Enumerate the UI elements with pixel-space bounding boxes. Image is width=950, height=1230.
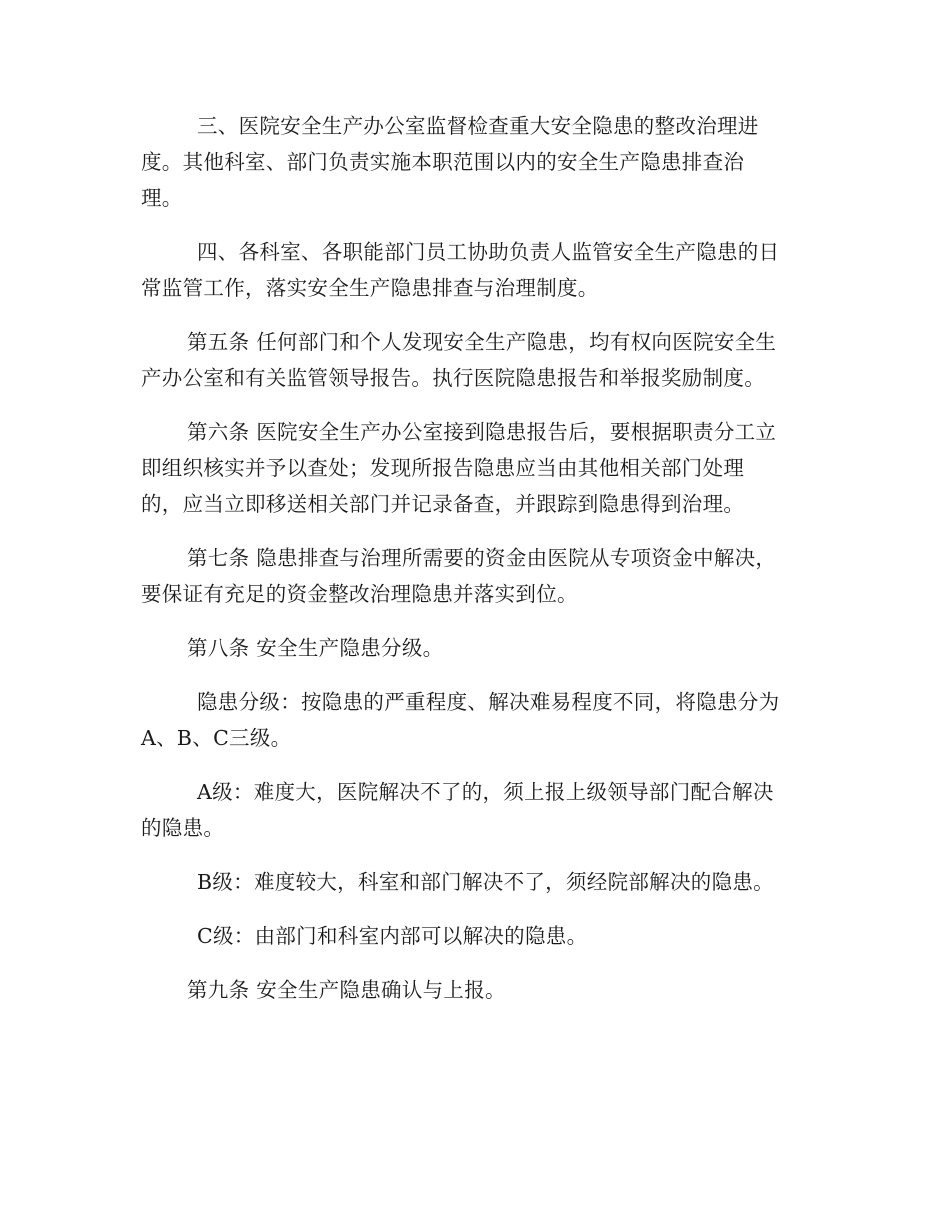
paragraph-line: 常监管工作，落实安全生产隐患排查与治理制度。 [141, 276, 599, 300]
paragraph-line: 隐患分级：按隐患的严重程度、解决难易程度不同，将隐患分为 [197, 690, 780, 714]
paragraph-line: 第七条 隐患排查与治理所需要的资金由医院从专项资金中解决， [187, 546, 777, 570]
paragraph-line: 第九条 安全生产隐患确认与上报。 [187, 978, 506, 1002]
paragraph-clause-8 [141, 630, 811, 666]
paragraph-article-4 [141, 234, 811, 306]
paragraph-line: 即组织核实并予以查处；发现所报告隐患应当由其他相关部门处理 [141, 456, 745, 480]
paragraph-line: 的，应当立即移送相关部门并记录备查，并跟踪到隐患得到治理。 [141, 492, 745, 516]
paragraph-grade-b [141, 864, 811, 900]
paragraph-line: 的隐患。 [141, 816, 225, 840]
paragraph-grade-c [141, 918, 811, 954]
paragraph-line: 第六条 医院安全生产办公室接到隐患报告后，要根据职责分工立 [187, 420, 777, 444]
paragraph-line: 产办公室和有关监管领导报告。执行医院隐患报告和举报奖励制度。 [141, 366, 765, 390]
paragraph-hazard-grading [141, 684, 811, 756]
paragraph-grade-a [141, 774, 811, 846]
paragraph-line: 要保证有充足的资金整改治理隐患并落实到位。 [141, 582, 578, 606]
paragraph-clause-6 [141, 414, 811, 522]
paragraph-line: B级：难度较大，科室和部门解决不了，须经院部解决的隐患。 [197, 870, 774, 894]
paragraph-line: 三、医院安全生产办公室监督检查重大安全隐患的整改治理进 [197, 114, 759, 138]
paragraph-line: A级：难度大，医院解决不了的，须上报上级领导部门配合解决 [197, 780, 774, 804]
paragraph-clause-5 [141, 324, 811, 396]
paragraph-line: C级：由部门和科室内部可以解决的隐患。 [197, 924, 588, 948]
paragraph-line: 第八条 安全生产隐患分级。 [187, 636, 444, 660]
paragraph-clause-7 [141, 540, 811, 612]
paragraph-line: 理。 [141, 186, 183, 210]
paragraph-clause-9 [141, 972, 811, 1008]
paragraph-line: 四、各科室、各职能部门员工协助负责人监管安全生产隐患的日 [197, 240, 780, 264]
paragraph-line: 第五条 任何部门和个人发现安全生产隐患，均有权向医院安全生 [187, 330, 777, 354]
paragraph-line: A、B、C三级。 [141, 726, 292, 750]
paragraph-article-3 [141, 108, 811, 216]
paragraph-line: 度。其他科室、部门负责实施本职范围以内的安全生产隐患排查治 [141, 150, 745, 174]
